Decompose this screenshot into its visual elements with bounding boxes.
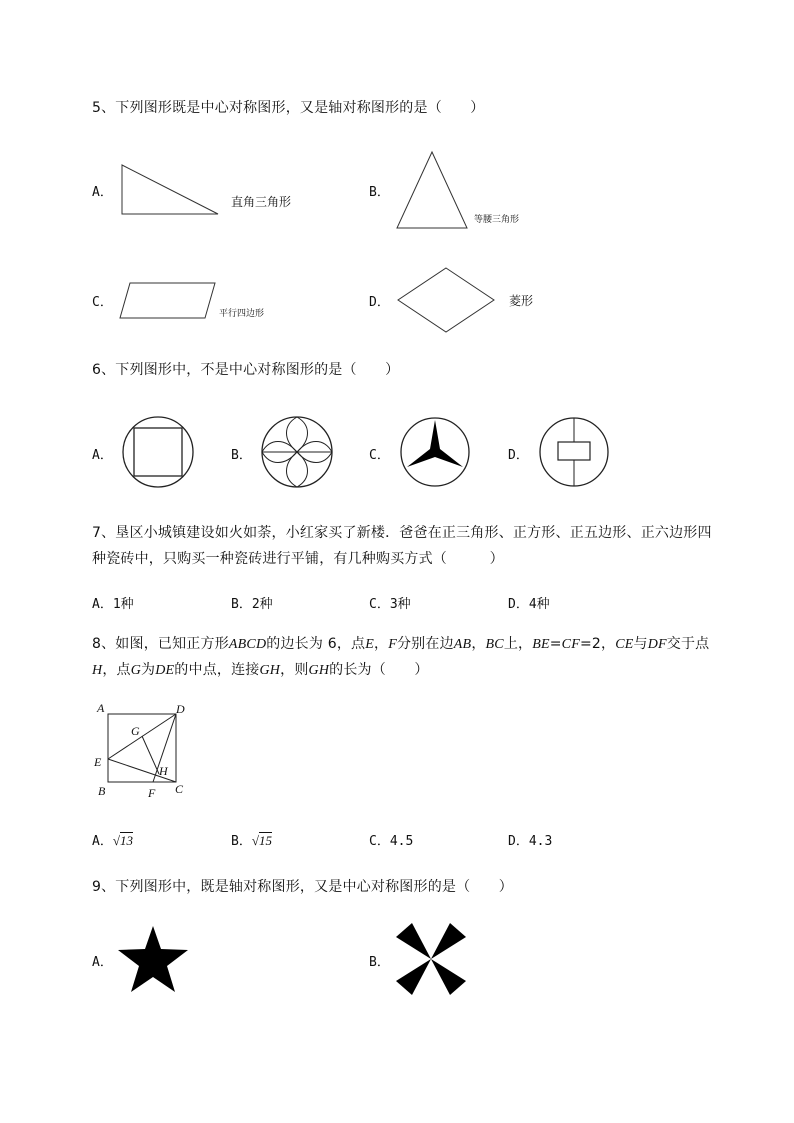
- q7-option-d[interactable]: D．4种: [508, 597, 550, 612]
- q5-option-b-letter[interactable]: B．: [369, 185, 390, 200]
- q7-option-c[interactable]: C．3种: [369, 597, 411, 612]
- q9-option-b-letter[interactable]: B．: [369, 955, 390, 970]
- q5-option-d-caption: 菱形: [509, 294, 534, 308]
- q5-option-a-letter[interactable]: A．: [92, 185, 113, 200]
- q6-option-b-letter[interactable]: B．: [231, 448, 252, 463]
- q7-option-b[interactable]: B．2种: [231, 597, 273, 612]
- q7-option-a[interactable]: A．1种: [92, 597, 134, 612]
- q8-label-b: B: [98, 784, 106, 798]
- q6-stem: 6、下列图形中，不是中心对称图形的是（ ）: [92, 362, 400, 378]
- q8-option-a[interactable]: A．√13: [92, 833, 133, 849]
- q8-label-g: G: [131, 724, 140, 738]
- q6-option-d-letter[interactable]: D．: [508, 448, 529, 463]
- q6-option-a-letter[interactable]: A．: [92, 448, 113, 463]
- q5-option-c-caption: 平行四边形: [219, 309, 265, 319]
- q8-option-c[interactable]: C．4.5: [369, 834, 414, 849]
- q8-stem-line2: H，点G为DE的中点，连接GH，则GH的长为（ ）: [92, 662, 429, 678]
- q5-option-a-caption: 直角三角形: [231, 195, 292, 209]
- q5-stem: 5、下列图形既是中心对称图形，又是轴对称图形的是（ ）: [92, 100, 485, 116]
- q8-label-a: A: [97, 701, 105, 715]
- q5-option-b-caption: 等腰三角形: [474, 215, 520, 225]
- q6-option-c-letter[interactable]: C．: [369, 448, 390, 463]
- q8-label-c: C: [175, 782, 184, 796]
- q8-option-b[interactable]: B．√15: [231, 833, 272, 849]
- q9-option-a-letter[interactable]: A．: [92, 955, 113, 970]
- q8-option-d[interactable]: D．4.3: [508, 834, 553, 849]
- q5-option-d-letter[interactable]: D．: [369, 295, 390, 310]
- q8-label-e: E: [94, 755, 102, 769]
- q8-label-d: D: [176, 702, 185, 716]
- q7-stem-line1: 7、垦区小城镇建设如火如荼，小红家买了新楼．爸爸在正三角形、正方形、正五边形、正六边形四: [92, 525, 712, 541]
- q9-stem: 9、下列图形中，既是轴对称图形，又是中心对称图形的是（ ）: [92, 879, 513, 895]
- q8-label-h: H: [159, 764, 168, 778]
- q7-stem-line2: 种瓷砖中，只购买一种瓷砖进行平铺，有几种购买方式（ ）: [92, 551, 504, 567]
- q8-label-f: F: [148, 786, 156, 800]
- q8-stem-line1: 8、如图，已知正方形ABCD的边长为 6，点E，F分别在边AB，BC上，BE=CF=2，CE与DF交于点: [92, 636, 710, 652]
- q5-option-c-letter[interactable]: C．: [92, 295, 113, 310]
